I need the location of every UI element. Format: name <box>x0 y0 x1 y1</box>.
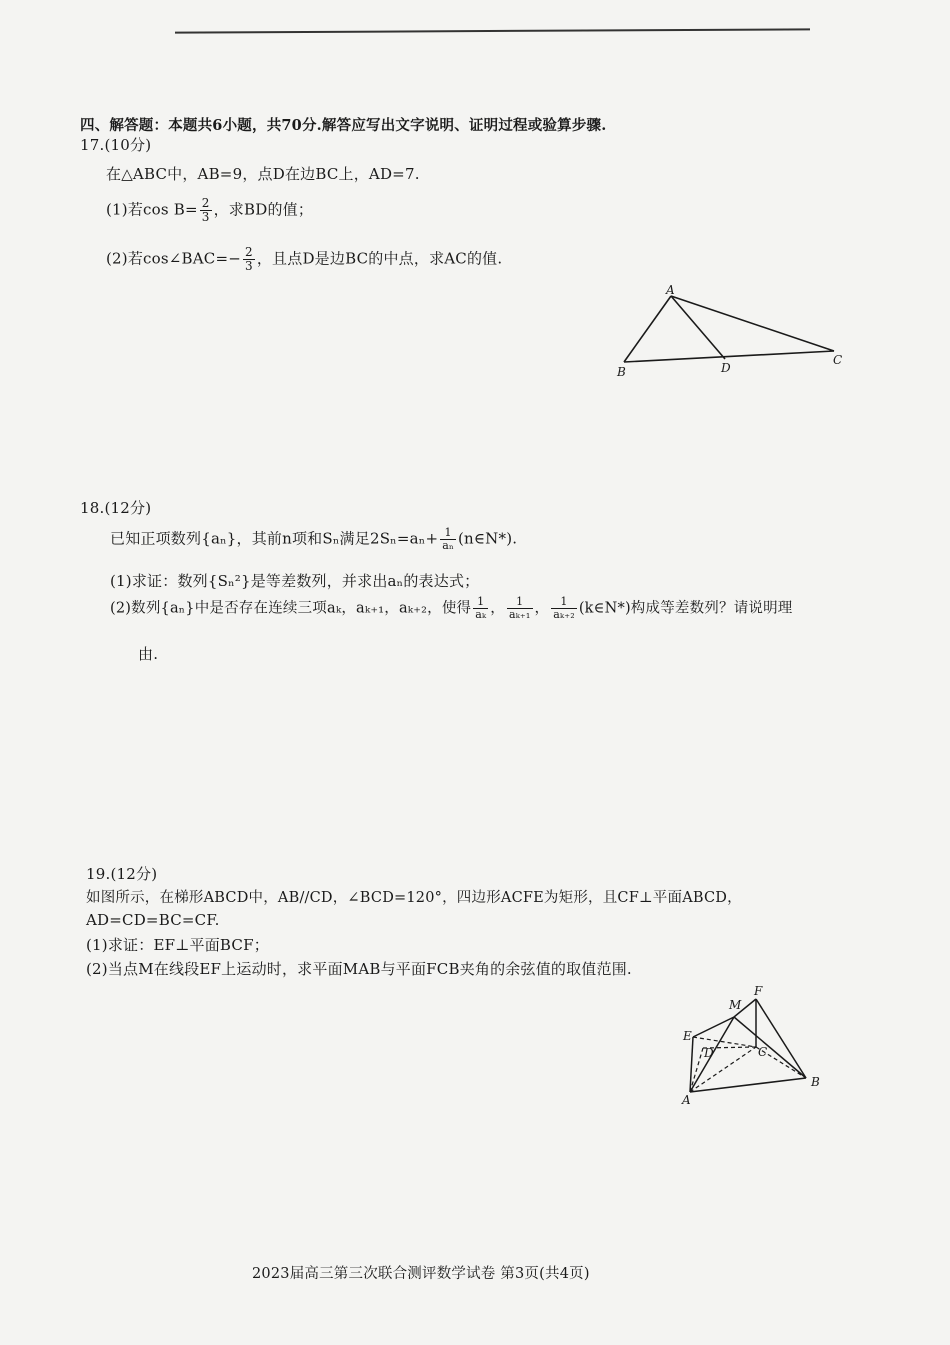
frac-denominator: aₙ <box>442 539 454 552</box>
frac-denominator: aₖ₊₁ <box>508 608 531 621</box>
label-m: M <box>729 998 742 1012</box>
q17-part1-pre: (1)若cos B= <box>106 200 198 219</box>
solid-figure <box>676 982 826 1107</box>
q18-part2-post: (k∈N*)构成等差数列？请说明理 <box>578 600 793 617</box>
label-e: E <box>683 1029 692 1043</box>
q17-part1-fraction <box>200 197 212 224</box>
frac-denominator: aₖ <box>475 608 487 621</box>
label-f: F <box>754 984 763 998</box>
frac-denominator: 3 <box>201 210 210 224</box>
frac-numerator: 2 <box>245 245 253 259</box>
q19-stem-line2: AD=CD=BC=CF. <box>86 911 220 929</box>
q17-part2 <box>106 246 502 273</box>
q18-fraction-1 <box>473 596 488 621</box>
q19-part2: (2)当点M在线段EF上运动时，求平面MAB与平面FCB夹角的余弦值的取值范围. <box>86 960 632 978</box>
label-d: D <box>704 1046 714 1060</box>
q17-part2-post: ，且点D是边BC的中点，求AC的值. <box>256 249 503 268</box>
label-a: A <box>682 1093 691 1107</box>
q19-number: 19.(12分) <box>86 865 158 883</box>
edge-ec <box>693 1037 756 1047</box>
frac-numerator: 1 <box>507 596 533 609</box>
label-b: B <box>811 1075 820 1089</box>
q18-stem <box>110 527 517 552</box>
label-b: B <box>617 365 626 379</box>
frac-numerator: 1 <box>440 527 456 540</box>
frac-numerator: 1 <box>473 596 488 609</box>
label-c: C <box>833 353 843 367</box>
section-header: 四、解答题：本题共6小题，共70分.解答应写出文字说明、证明过程或验算步骤. <box>80 117 607 134</box>
page-footer: 2023届高三第三次联合测评数学试卷 第3页(共4页) <box>252 1266 590 1282</box>
top-rule <box>175 28 810 33</box>
side-ab <box>624 296 671 362</box>
triangle-figure <box>612 283 852 379</box>
q17-part1 <box>106 197 313 224</box>
q19-part1: (1)求证：EF⊥平面BCF； <box>86 936 269 954</box>
q18-fraction-2 <box>507 596 533 621</box>
q17-stem: 在△ABC中，AB=9，点D在边BC上，AD=7. <box>106 165 420 183</box>
q17-part1-post: ，求BD的值； <box>213 200 314 219</box>
q18-part2: (2)数列{aₙ}中是否存在连续三项aₖ，aₖ₊₁，aₖ₊₂，使得 $\frac{1}{\text{aₖ}}$ ， $\frac{1}{\text{aₖ₊₁}}$ ， $\frac{1}{\text{aₖ₊₂}}$ (k∈N*)构成等差数列？请说明理 <box>110 595 793 621</box>
q17-part2-fraction <box>243 246 255 273</box>
edge-mb <box>734 1017 806 1078</box>
q18-part2-continuation: 由. <box>138 645 159 663</box>
label-c: C <box>758 1045 768 1059</box>
q18-stem-fraction <box>440 527 456 552</box>
q19-stem-line1: 如图所示，在梯形ABCD中，AB//CD，∠BCD=120°，四边形ACFE为矩形，且CF⊥平面ABCD， <box>86 890 742 906</box>
q18-fraction-3 <box>551 596 577 621</box>
q18-number: 18.(12分) <box>80 499 152 517</box>
frac-denominator: aₖ₊₂ <box>553 608 575 621</box>
label-d: D <box>721 361 731 375</box>
q17-number: 17.(10分) <box>80 136 152 154</box>
q18-part2-pre: (2)数列{aₙ}中是否存在连续三项aₖ，aₖ₊₁，aₖ₊₂，使得 <box>110 600 472 617</box>
q18-stem-post: (n∈N*). <box>457 529 518 548</box>
frac-numerator: 1 <box>551 596 577 609</box>
frac-denominator: 3 <box>245 259 253 273</box>
label-a: A <box>666 283 675 297</box>
edge-fb <box>756 999 806 1078</box>
q18-part1: (1)求证：数列{Sₙ²}是等差数列，并求出aₙ的表达式； <box>110 572 480 590</box>
q18-stem-pre: 已知正项数列{aₙ}，其前n项和Sₙ满足2Sₙ=aₙ+ <box>110 529 439 548</box>
frac-numerator: 2 <box>201 196 210 210</box>
q17-part2-pre: (2)若cos∠BAC=− <box>106 249 242 268</box>
